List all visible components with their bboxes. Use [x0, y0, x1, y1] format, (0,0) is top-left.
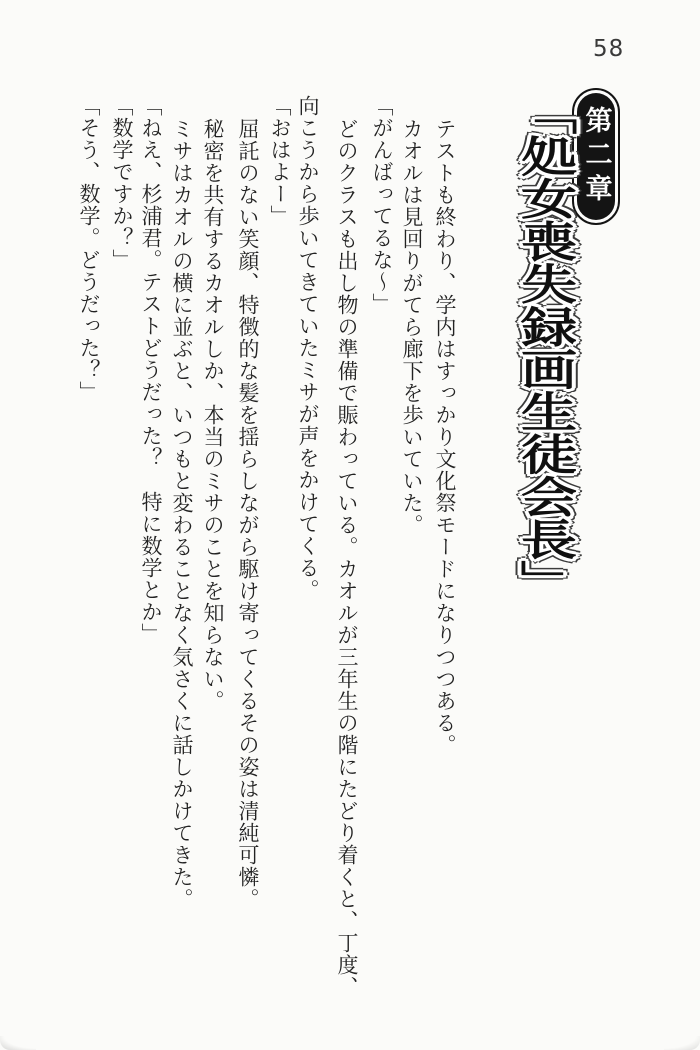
- scan-corner-shadow: [0, 1036, 36, 1050]
- page-number: 58: [593, 36, 625, 62]
- scan-corner-shadow: [664, 1036, 700, 1050]
- text-column: テストも終わり、学内はすっかり文化祭モードになりつつある。: [433, 118, 457, 756]
- text-column: カオルは見回りがてら廊下を歩いていた。: [400, 118, 424, 536]
- text-column: 「おはよー」: [268, 95, 292, 227]
- text-column: 「ねえ、杉浦君。テストどうだった？ 特に数学とか」: [139, 95, 163, 645]
- text-column: 「がんばってるな〜」: [370, 95, 394, 315]
- chapter-title: 「処女喪失録画生徒会長」: [512, 92, 577, 603]
- chapter-badge-pill: [577, 93, 615, 220]
- text-column: 「数学ですか？」: [110, 95, 134, 271]
- text-column: 秘密を共有するカオルしか、本当のミサのことを知らない。: [201, 118, 225, 712]
- chapter-badge-label: 第二章: [580, 105, 612, 208]
- text-column: 「そう、数学。どうだった？」: [77, 95, 101, 403]
- text-column: ミサはカオルの横に並ぶと、いつもと変わることなく気さくに話しかけてきた。: [170, 118, 194, 910]
- text-column: 屈託のない笑顔、特徴的な髪を揺らしながら駆け寄ってくるその姿は清純可憐。: [236, 118, 260, 910]
- text-column: どのクラスも出し物の準備で賑わっている。カオルが三年生の階にたどり着くと、丁度、: [335, 118, 359, 998]
- text-column: 向こうから歩いてきていたミサが声をかけてくる。: [296, 95, 320, 601]
